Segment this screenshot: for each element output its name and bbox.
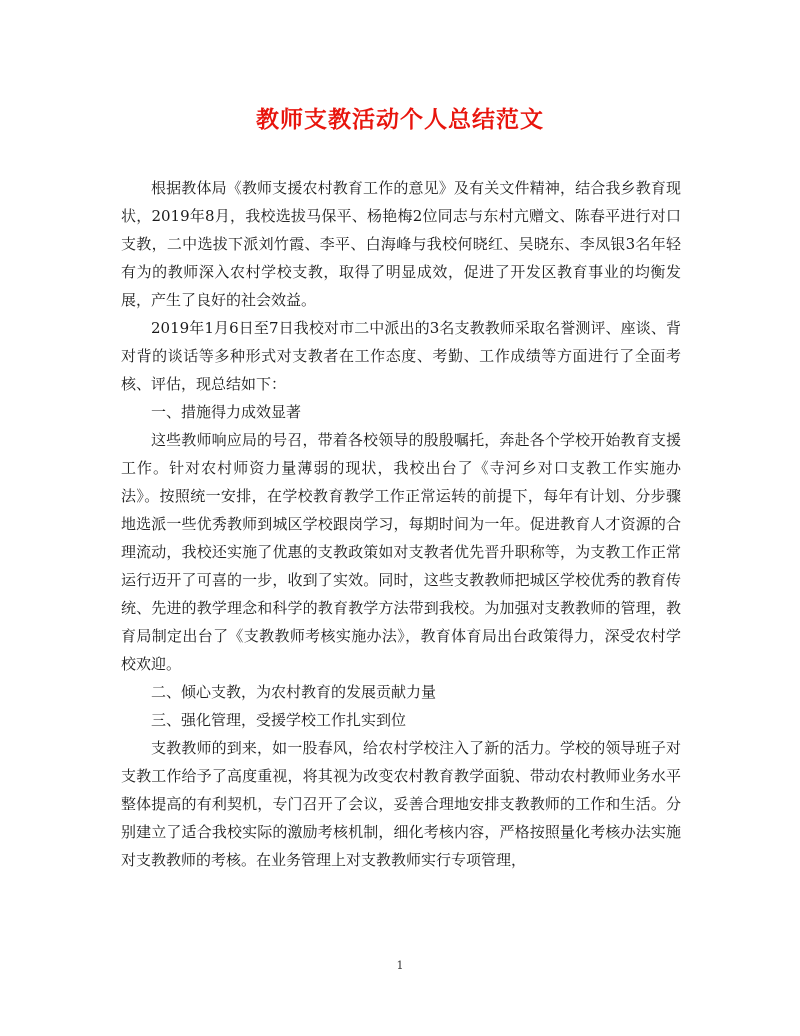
paragraph-evaluation: 2019年1月6日至7日我校对市二中派出的3名支教教师采取名誉测评、座谈、背对背的谈话等多种形式对支教者在工作态度、考勤、工作成绩等方面进行了全面考核、评估，现总结如下： bbox=[121, 319, 681, 393]
paragraph-measures: 这些教师响应局的号召，带着各校领导的殷殷嘱托，奔赴各个学校开始教育支援工作。针对农村师资力量薄弱的现状，我校出台了《寺河乡对口支教工作实施办法》。按照统一安排，在学校教育教学工作正常运转的前提下，每年有计划、分步骤地选派一些优秀教师到城区学校跟岗学习，每期时间为一年。促进教育人才资源的合理流动，我校还实施了优惠的支教政策如对支教者优先晋升职称等，为支教工作正常运行迈开了可喜的一步，收到了实效。同时，这些支教教师把城区学校优秀的教育传统、先进的教学理念和科学的教育教学方法带到我校。为加强对支教教师的管理，教育局制定出台了《支教教师考核实施办法》，教育体育局出台政策得力，深受农村学校欢迎。 bbox=[121, 431, 681, 673]
paragraph-management: 支教教师的到来，如一股春风，给农村学校注入了新的活力。学校的领导班子对支教工作给予了高度重视，将其视为改变农村教育教学面貌、带动农村教师业务水平整体提高的有利契机，专门召开了会议，妥善合理地安排支教教师的工作和生活。分别建立了适合我校实际的激励考核机制，细化考核内容，严格按照量化考核办法实施对支教教师的考核。在业务管理上对支教教师实行专项管理， bbox=[121, 739, 681, 869]
section-heading-1: 一、措施得力成效显著 bbox=[151, 403, 302, 421]
section-heading-2: 二、倾心支教，为农村教育的发展贡献力量 bbox=[151, 683, 437, 701]
section-heading-3: 三、强化管理，受援学校工作扎实到位 bbox=[151, 711, 407, 729]
document-body bbox=[121, 174, 681, 874]
paragraph-intro: 根据教体局《教师支援农村教育工作的意见》及有关文件精神，结合我乡教育现状，2019年8月，我校选拔马保平、杨艳梅2位同志与东村亢赠文、陈春平进行对口支教，二中选拔下派刘竹霞、李平、白海峰与我校何晓红、吴晓东、李凤银3名年轻有为的教师深入农村学校支教，取得了明显成效，促进了开发区教育事业的均衡发展，产生了良好的社会效益。 bbox=[121, 179, 681, 309]
document-title: 教师支教活动个人总结范文 bbox=[256, 106, 544, 133]
page-number: 1 bbox=[396, 959, 404, 972]
